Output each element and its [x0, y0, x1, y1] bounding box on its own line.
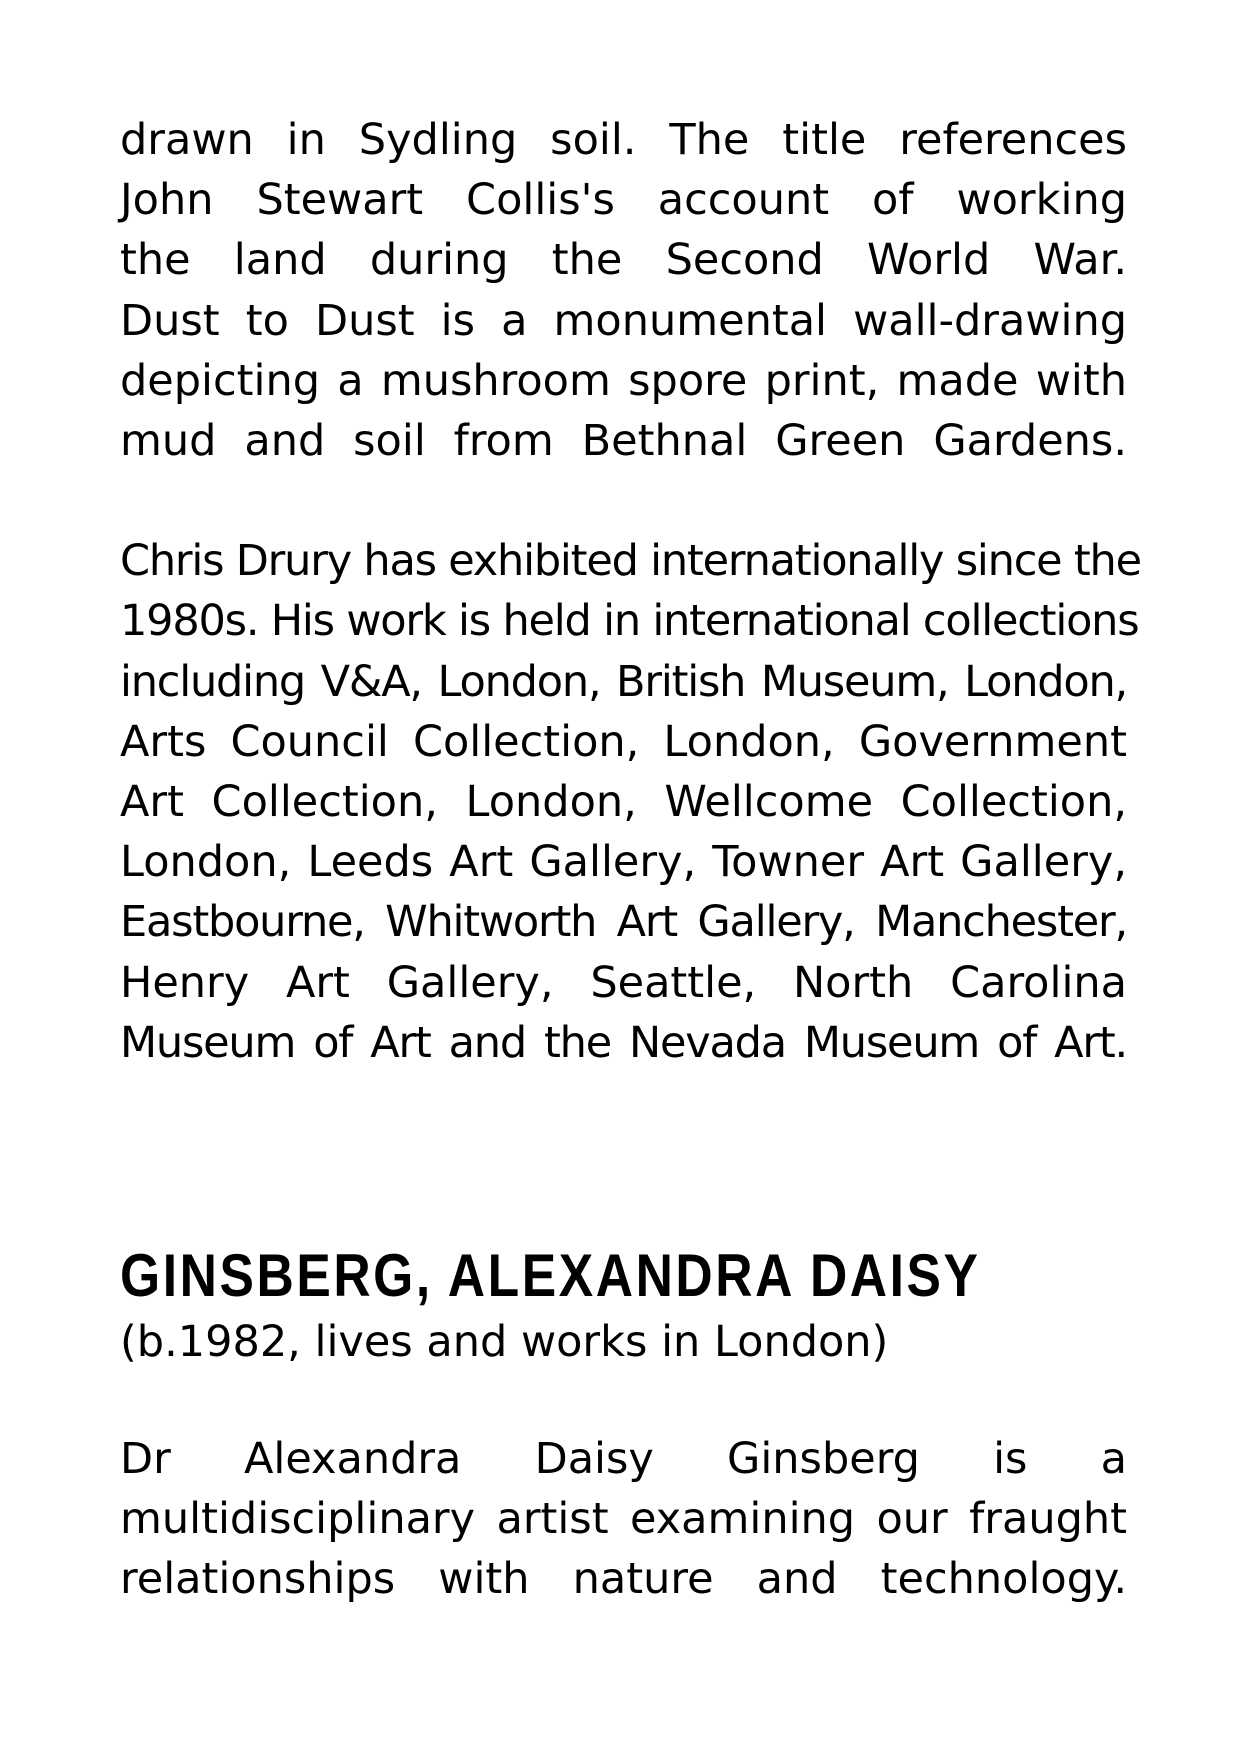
text-line: Museum of Art and the Nevada Museum of Art. [120, 1017, 1127, 1068]
paragraph-spacer [120, 471, 1127, 531]
section-spacer [120, 1073, 1127, 1243]
ginsberg-paragraph [120, 1429, 1127, 1610]
text-line: depicting a mushroom spore print, made with [120, 355, 1127, 406]
text-line: Art Collection, London, Wellcome Collection, [120, 777, 1127, 828]
text-line: London, Leeds Art Gallery, Towner Art Gallery, [120, 837, 1127, 888]
text-line: Dr Alexandra Daisy Ginsberg is a [120, 1434, 1127, 1485]
text-line: John Stewart Collis's account of working [120, 175, 1127, 226]
text-line: including V&A, London, British Museum, London, [120, 656, 1127, 707]
text-line: 1980s. His work is held in international collections [120, 596, 1139, 647]
text-line: Henry Art Gallery, Seattle, North Carolina [120, 957, 1127, 1008]
text-line: the land during the Second World War. [120, 235, 1127, 286]
intro-paragraph [120, 110, 1127, 471]
text-line: Eastbourne, Whitworth Art Gallery, Manchester, [120, 897, 1127, 948]
text-line: relationships with nature and technology. [120, 1554, 1127, 1605]
text-line: Dust to Dust is a monumental wall-drawing [120, 295, 1127, 346]
text-line: mud and soil from Bethnal Green Gardens. [120, 416, 1127, 467]
artist-bio-line: (b.1982, lives and works in London) [120, 1317, 889, 1368]
document-page [120, 110, 1141, 1610]
text-line: Chris Drury has exhibited internationally since the [120, 536, 1141, 587]
artist-name-heading: GINSBERG, ALEXANDRA DAISY [120, 1242, 981, 1310]
text-line: drawn in Sydling soil. The title references [120, 115, 1127, 165]
text-line: Arts Council Collection, London, Government [120, 716, 1127, 767]
paragraph-spacer [120, 1371, 1127, 1429]
text-line: multidisciplinary artist examining our fraught [120, 1494, 1127, 1545]
drury-paragraph [120, 531, 1141, 1073]
